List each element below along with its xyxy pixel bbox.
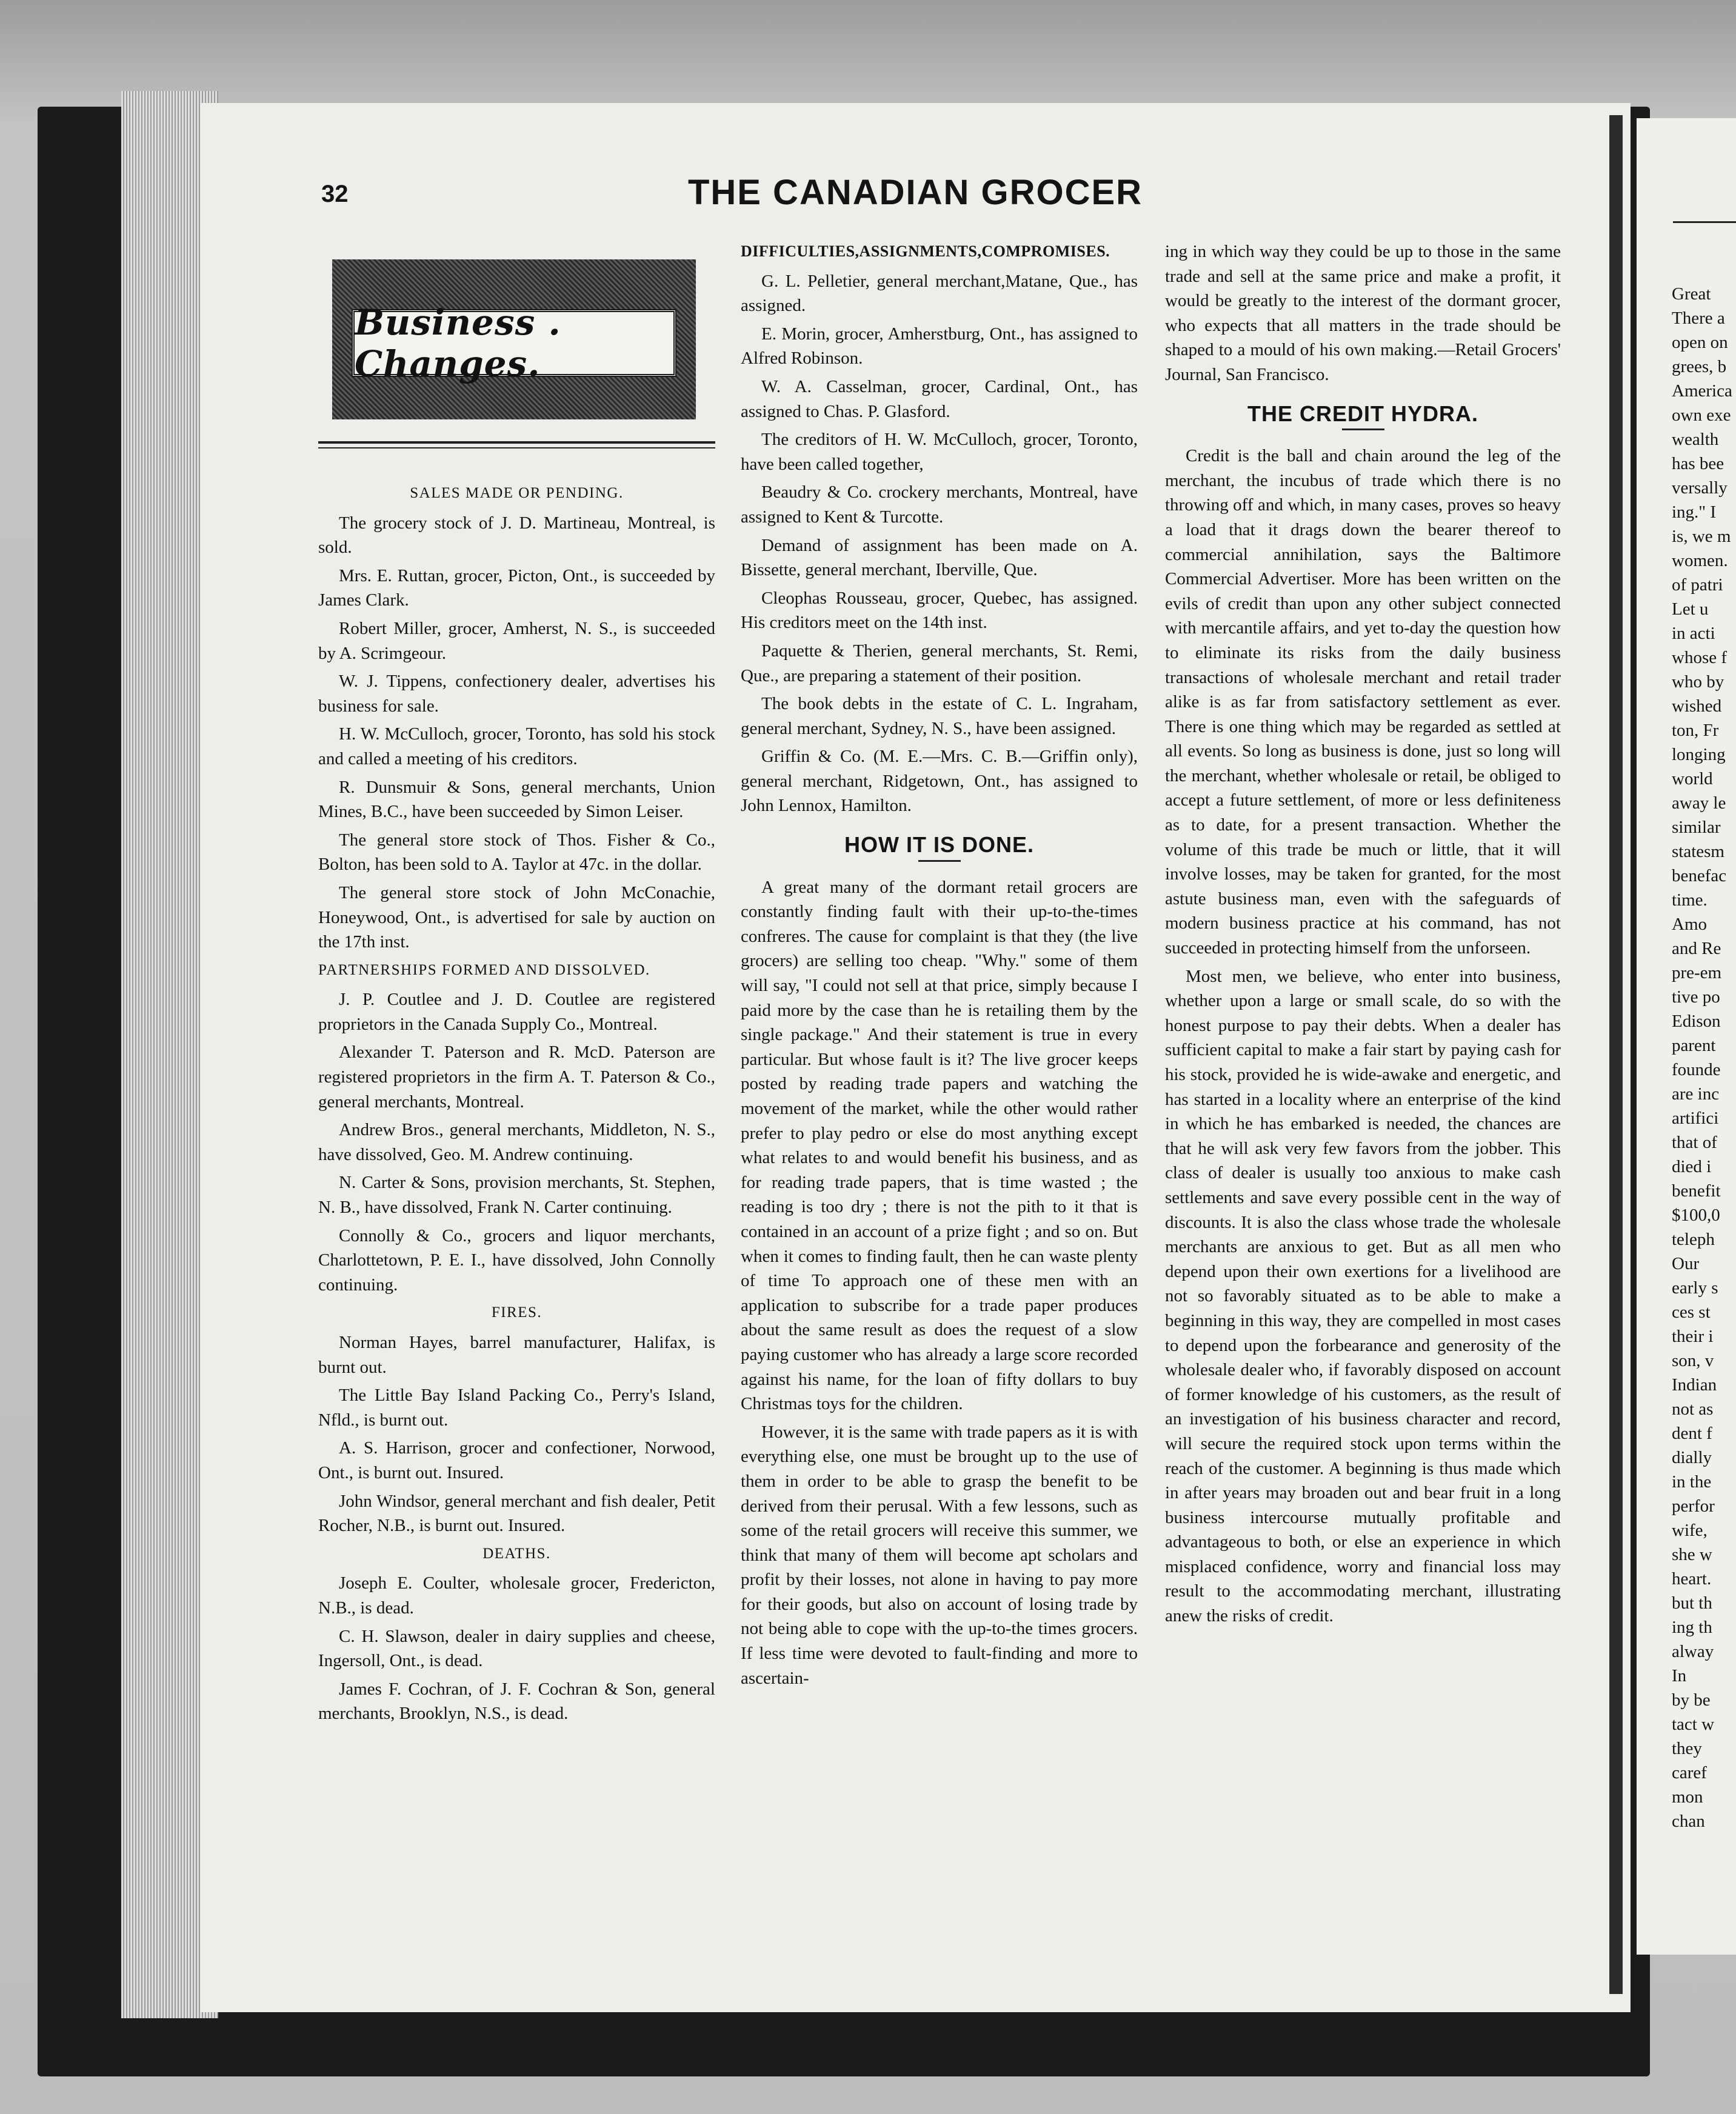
facing-page-rule [1673,221,1736,223]
article-paragraph: A great many of the dormant retail grocers are constantly finding fault with their up-to-the-times confreres. The cause for complaint is that they (the live grocers) are selling too cheap. "Why." some of them will say, "I could not sell at that price, simply because I paid more by the case than he is retailing them by the single package." And their statement is true in every particular. But whose fault is it? The live grocer keeps posted by reading trade papers and watching the movement of the market, while the other would rather prefer to play pedro or else do most anything except what relates to and would benefit his business, and as for reading trade papers, that is time wasted ; the reading is too dry ; there is not the pith to it that is contained in an account of a prize fight ; and so on. But when it comes to finding fault, then he can waste plenty of time To approach one of these men with an application to subscribe for a trade paper produces about the same result as does the request of a slow paying customer who has already a large score recorded against his name, for the loan of fifty dollars to buy Christmas toys for the children. [741,877,1138,1414]
facing-page-fragment: $100,0 [1672,1205,1720,1225]
continued-paragraph: ing in which way they could be up to those in the same trade and sell at the same price and make a profit, it would be greatly to the interest of the dormant grocer, who expects that all matters in the trade should be shaped to a mould of his own making.—Retail Grocers' Journal, San Francisco. [1165,242,1561,384]
notice-item: The Little Bay Island Packing Co., Perry's Island, Nfld., is burnt out. [318,1385,715,1430]
business-changes-banner [332,259,696,419]
facing-page-fragment: heart. [1672,1569,1712,1589]
notice-item: C. H. Slawson, dealer in dairy supplies and cheese, Ingersoll, Ont., is dead. [318,1626,715,1671]
masthead: THE CANADIAN GROCER [687,173,1143,212]
facing-page-fragment: whose f [1672,648,1728,667]
title-rule [918,860,961,862]
title-rule [1342,428,1384,430]
banner-title: Business . Changes. [355,302,561,384]
facing-page-fragment: by be [1672,1690,1711,1710]
page-number: 32 [321,181,349,207]
article-paragraph: Credit is the ball and chain around the leg of the merchant, the incubus of trade which there is no throwing off and which, in many cases, proves so heavy a load that it drags down the bearer thereof to commercial annihilation, says the Baltimore Commercial Advertiser. More has been written on the evils of credit than upon any other subject connected with mercantile affairs, and yet to-day the question how to eliminate its risks from the daily business transactions of wholesale merchant and retail trader alike is as far from satisfactory settlement as ever. There is one thing which may be regarded as settled at all events. So long as business is done, just so long will the merchant, whether wholesale or retail, be obliged to accept a future settlement, of more or less definiteness as to date, for a present transaction. Whether the volume of this trade be much or little, that it will involve losses, may be taken for granted, for the most astute business man, even with the safeguards of modern business practice at his command, has not succeeded in protecting himself from the unforseen. [1165,446,1561,958]
facing-page-fragment: longing [1672,745,1726,764]
section-heading: DEATHS. [482,1545,551,1562]
facing-page-fragment: versally [1672,478,1728,498]
facing-page-fragment: son, v [1672,1351,1714,1370]
facing-page-fragment: tive po [1672,987,1720,1007]
facing-page-fragment: they [1672,1739,1702,1758]
article-title-credit-hydra: THE CREDIT HYDRA. [1247,401,1478,426]
banner-frame [352,302,676,384]
facing-page-fragment: their i [1672,1327,1714,1346]
notice-item: Griffin & Co. (M. E.—Mrs. C. B.—Griffin only), general merchant, Ridgetown, Ont., has assigned to John Lennox, Hamilton. [741,747,1138,816]
facing-page-fragment: early s [1672,1278,1718,1298]
facing-page-fragment: but th [1672,1593,1712,1613]
facing-page-fragment: statesm [1672,842,1724,861]
section-heading: SALES MADE OR PENDING. [410,485,624,501]
facing-page-fragment: artifici [1672,1109,1719,1128]
facing-page-fragment: who by [1672,672,1724,692]
notice-item: W. J. Tippens, confectionery dealer, advertises his business for sale. [318,672,715,716]
facing-page-fragment: wealth [1672,430,1719,449]
notice-item: A. S. Harrison, grocer and confectioner, Norwood, Ont., is burnt out. Insured. [318,1438,715,1482]
facing-page-fragment: alway [1672,1642,1714,1661]
notice-item: Cleophas Rousseau, grocer, Quebec, has assigned. His creditors meet on the 14th inst. [741,588,1138,633]
notice-item: G. L. Pelletier, general merchant,Matane, Que., has assigned. [741,271,1138,316]
notice-item: Andrew Bros., general merchants, Middleton, N. S., have dissolved, Geo. M. Andrew continuing. [318,1120,715,1164]
facing-page-fragment: died i [1672,1157,1712,1176]
facing-page-fragment: In [1672,1666,1687,1686]
notice-item: E. Morin, grocer, Amherstburg, Ont., has assigned to Alfred Robinson. [741,324,1138,368]
notice-item: N. Carter & Sons, provision merchants, St. Stephen, N. B., have dissolved, Frank N. Carter continuing. [318,1173,715,1218]
facing-page-fragment: ing." I [1672,502,1717,522]
section-double-rule [318,441,715,448]
facing-page-fragment: teleph [1672,1230,1715,1249]
facing-page [1637,118,1736,1955]
facing-page-fragment: open on [1672,333,1728,352]
facing-page-fragment: ing th [1672,1618,1712,1637]
notice-item: The grocery stock of J. D. Martineau, Montreal, is sold. [318,513,715,558]
notice-item: The book debts in the estate of C. L. Ingraham, general merchant, Sydney, N. S., have been assigned. [741,694,1138,738]
notice-item: H. W. McCulloch, grocer, Toronto, has sold his stock and called a meeting of his creditors. [318,724,715,769]
facing-page-fragment: benefac [1672,866,1727,885]
notice-item: Joseph E. Coulter, wholesale grocer, Fredericton, N.B., is dead. [318,1573,715,1618]
facing-page-fragment: women. [1672,551,1728,570]
facing-page-fragment: benefit [1672,1181,1721,1201]
article-paragraph: However, it is the same with trade papers as it is with everything else, one must be brought up to the use of them in order to be able to grasp the benefit to be derived from their perusal. With a few lessons, such as some of the retail grocers will receive this summer, we think that many of them will become apt scholars and profit by their losses, not alone in having to pay more for their goods, but also on account of losing trade by not being able to cope with the up-to-the times grocers. If less time were devoted to fault-finding and more to ascertain- [741,1422,1138,1688]
notice-item: The creditors of H. W. McCulloch, grocer, Toronto, have been called together, [741,430,1138,474]
facing-page-fragment: founde [1672,1060,1721,1079]
facing-page-fragment: mon [1672,1787,1703,1807]
facing-page-fragment: wife, [1672,1521,1708,1540]
facing-page-fragment: There a [1672,308,1725,328]
facing-page-fragment: wished [1672,696,1722,716]
notice-item: Norman Hayes, barrel manufacturer, Halifax, is burnt out. [318,1333,715,1377]
facing-page-fragment: dially [1672,1448,1712,1467]
column-3 [1165,239,1561,1632]
facing-page-fragment: are inc [1672,1084,1720,1104]
notice-item: Robert Miller, grocer, Amherst, N. S., is succeeded by A. Scrimgeour. [318,618,715,663]
facing-page-fragment: Amo [1672,915,1707,934]
facing-page-fragment: has bee [1672,454,1724,473]
facing-page-fragment: ton, Fr [1672,721,1719,740]
facing-page-fragment: of patri [1672,575,1723,595]
notice-item: Beaudry & Co. crockery merchants, Montreal, have assigned to Kent & Turcotte. [741,482,1138,527]
facing-page-fragment: in the [1672,1472,1712,1492]
notice-item: The general store stock of Thos. Fisher & Co., Bolton, has been sold to A. Taylor at 47c. in the dollar. [318,830,715,875]
facing-page-fragment: caref [1672,1763,1707,1782]
facing-page-fragment: pre-em [1672,963,1722,982]
facing-page-fragment: perfor [1672,1496,1715,1516]
notice-item: The general store stock of John McConachie, Honeywood, Ont., is advertised for sale by auction on the 17th inst. [318,882,715,952]
article-paragraph: Most men, we believe, who enter into business, whether upon a large or small scale, do so with the honest purpose to pay their debts. When a dealer has sufficient capital to make a fair start by paying cash for his stock, provided he is wide-awake and energetic, and has started in a locality where an enterprise of the kind in which he has embarked is needed, the chances are that he will ask very few favors from the jobber. This class of dealer is usually too anxious to make cash settlements and save every possible cent in the way of discounts. It is also the class whose trade the wholesale merchants are anxious to get. But as all men who depend upon their own exertions for a livelihood are not so favorably situated as to be able to make a beginning in this way, they are compelled in most cases to depend upon the forbearance and generosity of the wholesale dealer who, if favorably disposed on account of former knowledge of his customers, as the result of an investigation of his business character and record, will secure the required stock upon terms within the reach of the customer. A beginning is thus made which in after years may broaden out and bear fruit in a long business intercourse mutually profitable and advantageous to both, or else an experience in which misplaced confidence, worry and financial loss may result to the accommodating merchant, illustrating anew the risks of credit. [1165,966,1561,1626]
section-heading: FIRES. [491,1304,542,1321]
facing-page-fragment: and Re [1672,939,1721,958]
facing-page-fragment: Let u [1672,599,1709,619]
facing-page-fragment: grees, b [1672,357,1727,376]
difficulties-list [741,269,1138,818]
notice-item: James F. Cochran, of J. F. Cochran & Son, general merchants, Brooklyn, N.S., is dead. [318,1679,715,1724]
facing-page-fragment: tact w [1672,1715,1715,1734]
article-body-credit-hydra [1165,444,1561,1629]
section-heading: PARTNERSHIPS FORMED AND DISSOLVED. [318,961,650,978]
facing-page-fragment: Edison [1672,1012,1721,1031]
facing-page-fragment: similar [1672,818,1721,837]
column-2 [741,239,1138,1694]
facing-page-fragment: Indian [1672,1375,1717,1395]
section-heading-difficulties: DIFFICULTIES,ASSIGNMENTS,COMPROMISES. [741,242,1110,260]
article-body-how-it-is-done [741,875,1138,1691]
facing-page-fragment: Great [1672,284,1711,304]
notice-item: Alexander T. Paterson and R. McD. Paterson are registered proprietors in the firm A. T. Paterson & Co., general merchants, Montreal. [318,1042,715,1112]
facing-page-fragment: ces st [1672,1302,1711,1322]
facing-page-fragment: is, we m [1672,527,1731,546]
facing-page-fragment: parent [1672,1036,1716,1055]
gutter-shadow [1609,115,1623,1994]
article-title-how-it-is-done: HOW IT IS DONE. [844,832,1034,858]
facing-page-fragment: away le [1672,793,1726,813]
column-1 [318,479,715,1730]
facing-page-text [1672,282,1736,1833]
facing-page-fragment: in acti [1672,624,1715,643]
notice-item: J. P. Coutlee and J. D. Coutlee are registered proprietors in the Canada Supply Co., Montreal. [318,990,715,1034]
notice-item: Mrs. E. Ruttan, grocer, Picton, Ont., is succeeded by James Clark. [318,565,715,610]
facing-page-fragment: that of [1672,1133,1717,1152]
facing-page-fragment: own exe [1672,405,1731,425]
facing-page-fragment: she w [1672,1545,1712,1564]
notice-item: W. A. Casselman, grocer, Cardinal, Ont., has assigned to Chas. P. Glasford. [741,376,1138,421]
facing-page-fragment: America [1672,381,1732,401]
facing-page-fragment: not as [1672,1399,1714,1419]
notice-item: John Windsor, general merchant and fish dealer, Petit Rocher, N.B., is burnt out. Insured. [318,1491,715,1536]
notice-item: Paquette & Therien, general merchants, St. Remi, Que., are preparing a statement of their position. [741,641,1138,685]
notice-item: R. Dunsmuir & Sons, general merchants, Union Mines, B.C., have been succeeded by Simon Leiser. [318,777,715,822]
notice-item: Connolly & Co., grocers and liquor merchants, Charlottetown, P. E. I., have dissolved, John Connolly continuing. [318,1225,715,1295]
facing-page-fragment: dent f [1672,1424,1712,1443]
facing-page-fragment: world [1672,769,1713,789]
facing-page-fragment: chan [1672,1812,1705,1831]
facing-page-fragment: time. [1672,890,1708,910]
facing-page-fragment: Our [1672,1254,1700,1273]
notice-item: Demand of assignment has been made on A. Bissette, general merchant, Iberville, Que. [741,535,1138,580]
